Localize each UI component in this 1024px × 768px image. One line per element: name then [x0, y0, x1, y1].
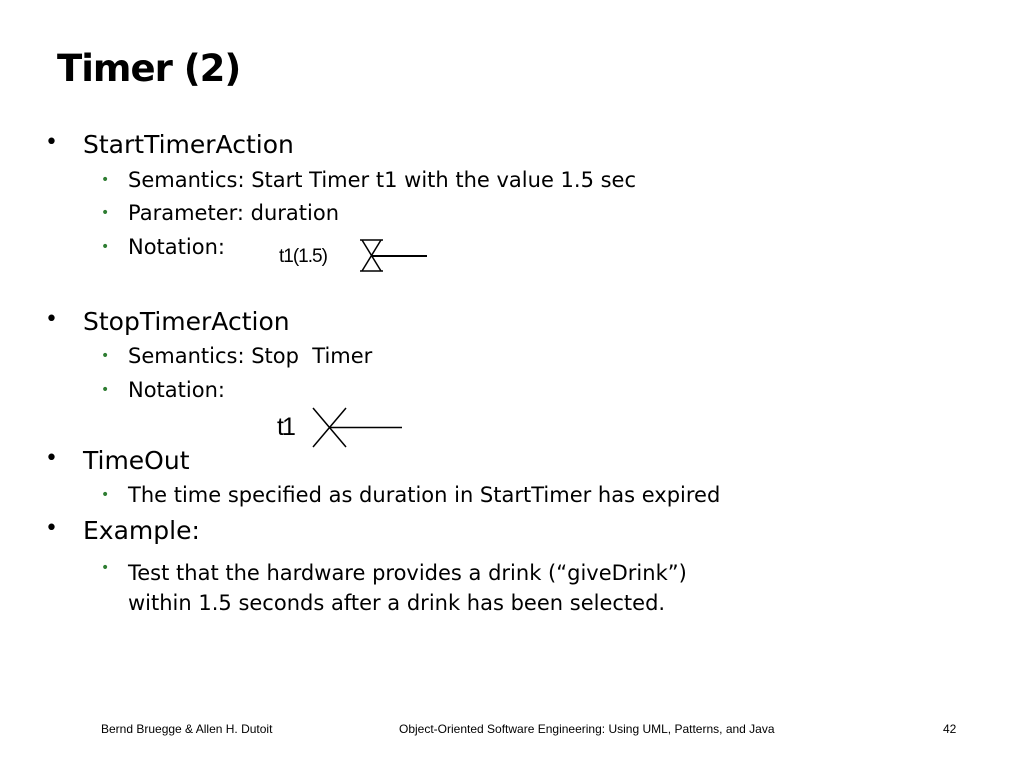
bullet-example — [45, 516, 200, 545]
bullet-label: StopTimerAction — [83, 307, 290, 336]
subbullet-notation-stop — [101, 378, 225, 402]
sub-bullet-glyph: • — [101, 487, 110, 503]
sub-bullet-glyph: • — [101, 560, 110, 576]
bullet-stop-timer-action — [45, 307, 290, 336]
bullet-glyph: • — [45, 130, 58, 155]
notation-label: t1(1.5) — [279, 246, 327, 267]
subbullet-label: Semantics: Stop Timer — [128, 344, 373, 368]
bullet-glyph: • — [45, 446, 58, 471]
hourglass-icon — [357, 236, 507, 276]
sub-bullet-glyph: • — [101, 205, 110, 221]
subbullet-label: The time specified as duration in StartTimer has expired — [128, 483, 721, 507]
subbullet-semantics-stop — [101, 344, 373, 368]
subbullet-label: Notation: — [128, 378, 225, 402]
bullet-glyph: • — [45, 516, 58, 541]
sub-bullet-glyph: • — [101, 382, 110, 398]
bullet-start-timer-action — [45, 130, 294, 159]
footer-course: Object-Oriented Software Engineering: Using UML, Patterns, and Java — [399, 722, 775, 736]
subbullet-line: within 1.5 seconds after a drink has been selected. — [128, 591, 666, 615]
bullet-label: Example: — [83, 516, 200, 545]
subbullet-label: Parameter: duration — [128, 201, 340, 225]
subbullet-semantics-start — [101, 168, 637, 192]
subbullet-parameter — [101, 201, 340, 225]
subbullet-label: Semantics: Start Timer t1 with the value 1.5 sec — [128, 168, 637, 192]
footer-page-number: 42 — [943, 722, 957, 736]
bullet-label: TimeOut — [83, 446, 190, 475]
notation-label: t1 — [277, 413, 294, 441]
subbullet-example-desc — [101, 558, 687, 618]
sub-bullet-glyph: • — [101, 172, 110, 188]
sub-bullet-glyph: • — [101, 348, 110, 364]
subbullet-line: Test that the hardware provides a drink (“giveDrink”) — [128, 561, 687, 585]
bullet-label: StartTimerAction — [83, 130, 294, 159]
subbullet-timeout-desc — [101, 483, 721, 507]
bullet-timeout — [45, 446, 190, 475]
cross-icon — [310, 405, 450, 451]
footer-authors: Bernd Bruegge & Allen H. Dutoit — [101, 722, 273, 736]
slide-title: Timer (2) — [57, 47, 241, 90]
subbullet-notation-start — [101, 235, 225, 259]
subbullet-label: Notation: — [128, 235, 225, 259]
sub-bullet-glyph: • — [101, 239, 110, 255]
bullet-glyph: • — [45, 307, 58, 332]
